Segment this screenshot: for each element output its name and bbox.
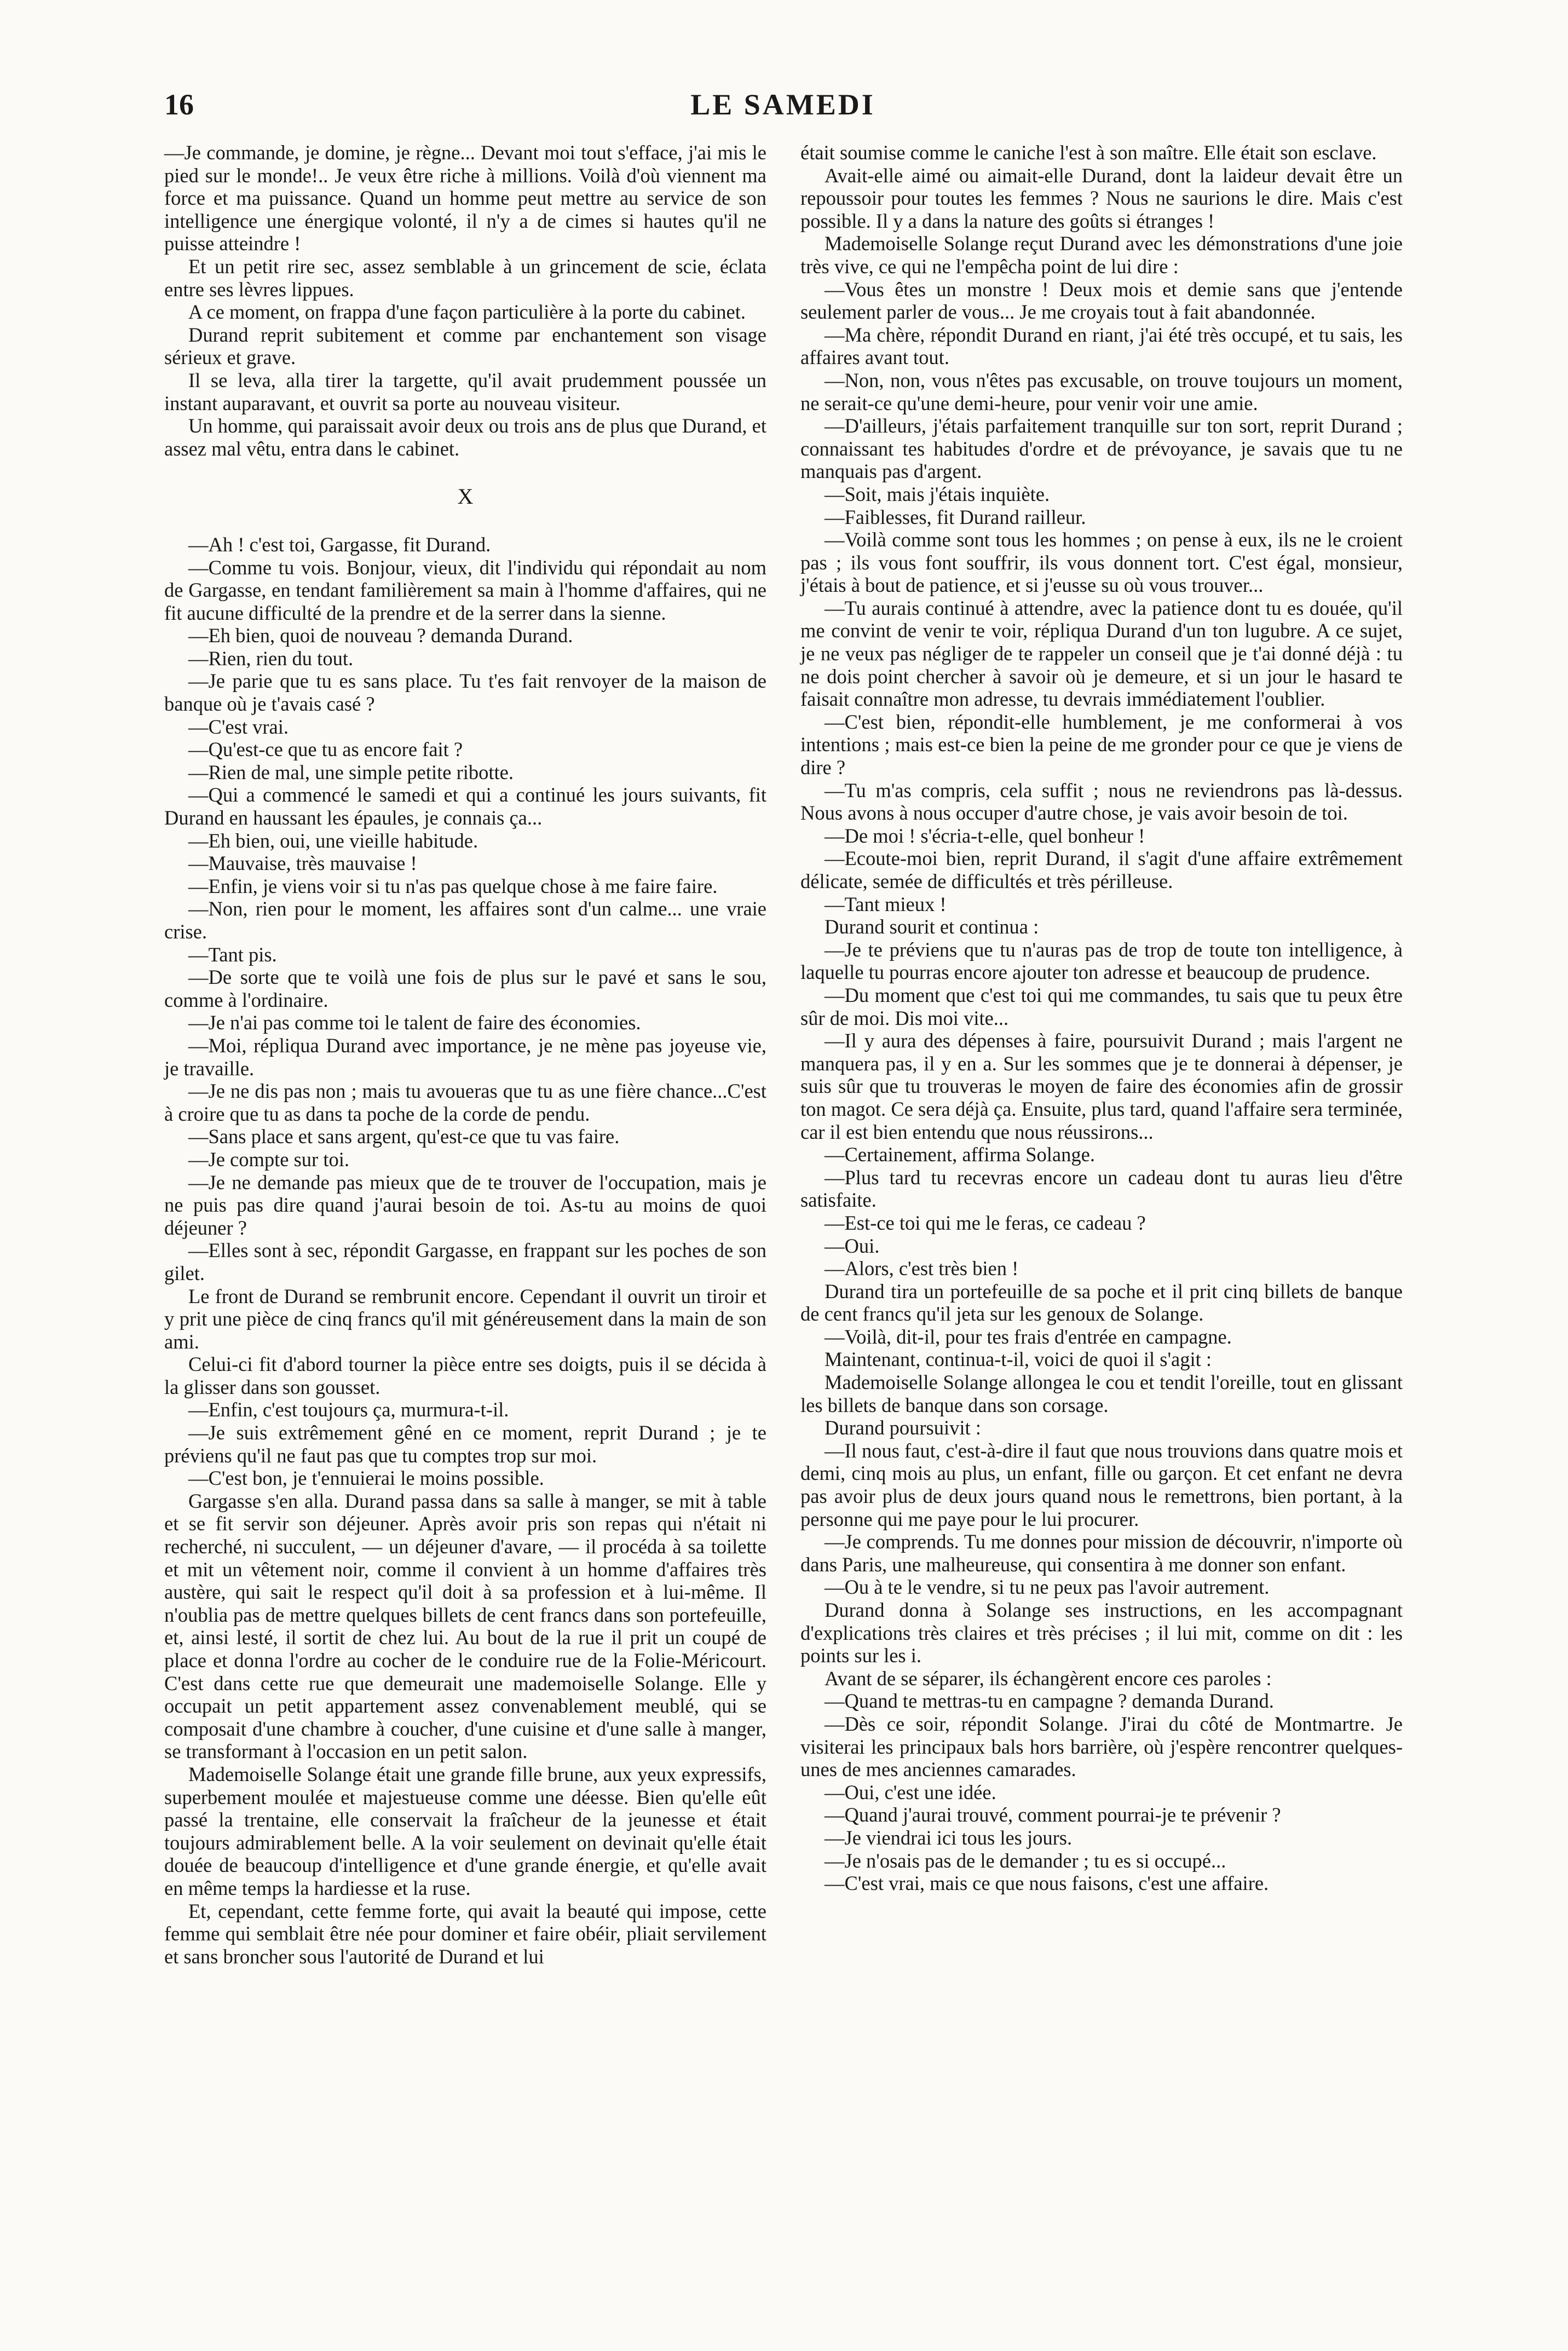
- paragraph: —Alors, c'est très bien !: [825, 1257, 1019, 1280]
- paragraph: Mademoiselle Solange allongea le cou et tendit l'oreille, tout en glissant les billets de banque dans son corsage.: [800, 1371, 1403, 1416]
- paragraph: Mademoiselle Solange reçut Durand avec les démonstrations d'une joie très vive, ce qui ne l'empêcha point de lui dire :: [800, 232, 1403, 278]
- paragraph: —Du moment que c'est toi qui me commandes, tu sais que tu peux être sûr de moi. Dis moi vite...: [800, 983, 1403, 1029]
- paragraph: Avait-elle aimé ou aimait-elle Durand, dont la laideur devait être un repoussoir pour toutes les femmes ? Nous ne saurions le dire. Mais c'est possible. Il y a dans la nature des goûts si étranges !: [800, 164, 1403, 232]
- paragraph: —Je suis extrêmement gêné en ce moment, reprit Durand ; je te préviens qu'il ne faut pas que tu comptes trop sur moi.: [164, 1421, 766, 1467]
- paragraph: —Enfin, je viens voir si tu n'as pas quelque chose à me faire faire.: [188, 874, 718, 897]
- paragraph: —Tant mieux !: [825, 892, 947, 915]
- paragraph: —De sorte que te voilà une fois de plus sur le pavé et sans le sou, comme à l'ordinaire.: [164, 966, 766, 1011]
- paragraph: —Je compte sur toi.: [188, 1148, 349, 1171]
- paragraph: —Tant pis.: [188, 943, 277, 966]
- paragraph: —Je commande, je domine, je règne... Devant moi tout s'efface, j'ai mis le pied sur le monde!.. Je veux être riche à millions. Voilà d'où viennent ma force et ma puissance. Quand un homme peut mettre au service de son intelligence une énergique volonté, il n'y a de cimes si hautes qu'il ne puisse atteindre !: [164, 141, 766, 255]
- paragraph: —Plus tard tu recevras encore un cadeau dont tu auras lieu d'être satisfaite.: [800, 1166, 1403, 1212]
- paragraph: —Mauvaise, très mauvaise !: [188, 852, 417, 875]
- paragraph: Et un petit rire sec, assez semblable à un grincement de scie, éclata entre ses lèvres lippues.: [164, 255, 766, 301]
- paragraph: —Tu aurais continué à attendre, avec la patience dont tu es douée, qu'il me convint de venir te voir, répliqua Durand d'un ton lugubre. A ce sujet, je ne veux pas négliger de te rappeler un conseil que je t'ai donné déjà : tu ne dois point chercher à savoir où je demeure, et si un jour le hasard te faisait connaître mon adresse, tu devrais immédiatement l'oublier.: [800, 596, 1403, 711]
- paragraph: était soumise comme le caniche l'est à son maître. Elle était son esclave.: [800, 141, 1377, 164]
- paragraph: —Je ne dis pas non ; mais tu avoueras que tu as une fière chance...C'est à croire que tu as dans ta poche de la corde de pendu.: [164, 1080, 766, 1125]
- paragraph: Il se leva, alla tirer la targette, qu'il avait prudemment poussée un instant auparavant, et ouvrit sa porte au nouveau visiteur.: [164, 368, 766, 414]
- paragraph: —D'ailleurs, j'étais parfaitement tranquille sur ton sort, reprit Durand ; connaissant tes habitudes d'ordre et de prévoyance, je savais que tu ne manquais pas d'argent.: [800, 414, 1403, 483]
- paragraph: —Sans place et sans argent, qu'est-ce que tu vas faire.: [188, 1125, 620, 1148]
- paragraph: —Je n'osais pas de le demander ; tu es si occupé...: [825, 1849, 1226, 1872]
- paragraph: —Voilà, dit-il, pour tes frais d'entrée en campagne.: [825, 1325, 1232, 1348]
- paragraph: —Soit, mais j'étais inquiète.: [825, 482, 1050, 505]
- paragraph: Un homme, qui paraissait avoir deux ou trois ans de plus que Durand, et assez mal vêtu, entra dans le cabinet.: [164, 414, 766, 460]
- paragraph: —Ma chère, répondit Durand en riant, j'ai été très occupé, et tu sais, les affaires avant tout.: [800, 323, 1403, 369]
- paragraph: —Eh bien, oui, une vieille habitude.: [188, 829, 479, 852]
- paragraph: —Certainement, affirma Solange.: [825, 1143, 1095, 1166]
- paragraph: —De moi ! s'écria-t-elle, quel bonheur !: [825, 824, 1145, 847]
- paragraph: —Je parie que tu es sans place. Tu t'es fait renvoyer de la maison de banque où je t'avais casé ?: [164, 670, 766, 716]
- paragraph: —Est-ce toi qui me le feras, ce cadeau ?: [825, 1211, 1146, 1234]
- paragraph: —Quand j'aurai trouvé, comment pourrai-je te prévenir ?: [825, 1803, 1281, 1826]
- paragraph: Durand sourit et continua :: [825, 915, 1039, 938]
- paragraph: —Je comprends. Tu me donnes pour mission de découvrir, n'importe où dans Paris, une malheureuse, qui consentira à me donner son enfant.: [800, 1530, 1403, 1576]
- paragraph: Durand reprit subitement et comme par enchantement son visage sérieux et grave.: [164, 323, 766, 369]
- paragraph: —Ah ! c'est toi, Gargasse, fit Durand.: [188, 533, 491, 556]
- chapter-heading: X: [457, 484, 474, 509]
- paragraph: —Rien de mal, une simple petite ribotte.: [188, 760, 514, 783]
- page-number: 16: [164, 88, 194, 121]
- paragraph: —Qui a commencé le samedi et qui a continué les jours suivants, fit Durand en haussant les épaules, je connais ça...: [164, 783, 766, 829]
- paragraph: —Rien, rien du tout.: [188, 647, 354, 670]
- paragraph: Celui-ci fit d'abord tourner la pièce entre ses doigts, puis il se décida à la glisser dans son gousset.: [164, 1353, 766, 1398]
- paragraph: Avant de se séparer, ils échangèrent encore ces paroles :: [825, 1667, 1272, 1690]
- paragraph: —C'est bien, répondit-elle humblement, je me conformerai à vos intentions ; mais est-ce bien la peine de me gronder pour ce que je viens de dire ?: [800, 710, 1403, 779]
- paragraph: —Ecoute-moi bien, reprit Durand, il s'agit d'une affaire extrêmement délicate, semée de difficultés et très périlleuse.: [800, 847, 1403, 892]
- paragraph: —C'est vrai, mais ce que nous faisons, c'est une affaire.: [825, 1872, 1269, 1895]
- paragraph: —Non, rien pour le moment, les affaires sont d'un calme... une vraie crise.: [164, 897, 766, 943]
- paragraph: —Enfin, c'est toujours ça, murmura-t-il.: [188, 1398, 509, 1421]
- paragraph: —Eh bien, quoi de nouveau ? demanda Durand.: [188, 624, 573, 647]
- paragraph: Gargasse s'en alla. Durand passa dans sa salle à manger, se mit à table et se fit servir son déjeuner. Après avoir pris son repas qui n'était ni recherché, ni succulent, — un déjeuner d'avare, — il procéda à sa toilette et mit un vêtement noir, comme il convient à un homme d'affaires très austère, qui sait le respect qu'il doit à sa profession et à lui-même. Il n'oublia pas de mettre quelques billets de cent francs dans son portefeuille, et, ainsi lesté, il sortit de chez lui. Au bout de la rue il prit un coupé de place et donna l'ordre au cocher de le conduire rue de la Folie-Méricourt. C'est dans cette rue que demeurait une mademoiselle Solange. Elle y occupait un petit appartement assez convenablement meublé, qui se composait d'une chambre à coucher, d'une cuisine et d'une salle à manger, se transformant à l'occasion en un petit salon.: [164, 1489, 766, 1763]
- paragraph: —C'est bon, je t'ennuierai le moins possible.: [188, 1467, 544, 1490]
- paragraph: —Voilà comme sont tous les hommes ; on pense à eux, ils ne le croient pas ; ils vous font souffrir, ils vous donnent tort. C'est égal, monsieur, j'étais à bout de patience, et si j'eusse su où vous trouver...: [800, 528, 1403, 597]
- paragraph: —Je ne demande pas mieux que de te trouver de l'occupation, mais je ne puis pas dire quand j'aurai besoin de toi. As-tu au moins de quoi déjeuner ?: [164, 1171, 766, 1239]
- page-header: [164, 88, 1402, 131]
- paragraph: —Vous êtes un monstre ! Deux mois et demie sans que j'entende seulement parler de vous... Je me croyais tout à fait abandonnée.: [800, 278, 1403, 324]
- paragraph: Le front de Durand se rembrunit encore. Cependant il ouvrit un tiroir et y prit une pièce de cinq francs qu'il mit généreusement dans la main de son ami.: [164, 1284, 766, 1353]
- paragraph: —Je n'ai pas comme toi le talent de faire des économies.: [188, 1011, 641, 1034]
- paragraph: —Dès ce soir, répondit Solange. J'irai du côté de Montmartre. Je visiterai les principaux bals hors barrière, où j'espère rencontrer quelques-unes de mes anciennes camarades.: [800, 1712, 1403, 1781]
- paragraph: —Je viendrai ici tous les jours.: [825, 1826, 1073, 1849]
- paragraph: —Il y aura des dépenses à faire, poursuivit Durand ; mais l'argent ne manquera pas, il y en a. Sur les sommes que je te donnerai à dépenser, je suis sûr que tu trouveras le moyen de faire des économies afin de grossir ton magot. Ce sera déjà ça. Ensuite, plus tard, quand l'affaire sera terminée, car il est bien entendu que nous réussirons...: [800, 1029, 1403, 1143]
- paragraph: —Moi, répliqua Durand avec importance, je ne mène pas joyeuse vie, je travaille.: [164, 1034, 766, 1080]
- paragraph: Et, cependant, cette femme forte, qui avait la beauté qui impose, cette femme qui semblait être née pour dominer et faire obéir, pliait servilement et sans broncher sous l'autorité de Durand et lui: [164, 1899, 766, 1968]
- paragraph: —Il nous faut, c'est-à-dire il faut que nous trouvions dans quatre mois et demi, cinq mois au plus, un enfant, fille ou garçon. Et cet enfant ne devra pas avoir plus de deux jours quand nous le remettrons, bien portant, à la personne qui me paye pour le lui procurer.: [800, 1439, 1403, 1530]
- paragraph: —Oui, c'est une idée.: [825, 1780, 996, 1803]
- left-column: [164, 141, 766, 1968]
- paragraph: —Comme tu vois. Bonjour, vieux, dit l'individu qui répondait au nom de Gargasse, en tendant familièrement sa main à l'homme d'affaires, qui ne fit aucune difficulté de la prendre et de la serrer dans la sienne.: [164, 556, 766, 624]
- paragraph: —Quand te mettras-tu en campagne ? demanda Durand.: [825, 1690, 1274, 1713]
- paragraph: —Ou à te le vendre, si tu ne peux pas l'avoir autrement.: [825, 1576, 1270, 1599]
- right-column: [800, 141, 1403, 1895]
- paragraph: Mademoiselle Solange était une grande fille brune, aux yeux expressifs, superbement moulée et majestueuse comme une déesse. Bien qu'elle eût passé la trentaine, elle conservait la fraîcheur de la jeunesse et était toujours admirablement belle. A la voir seulement on devinait qu'elle était douée de beaucoup d'intelligence et d'une grande énergie, et qu'elle avait en même temps la hardiesse et la ruse.: [164, 1762, 766, 1899]
- paragraph: —Je te préviens que tu n'auras pas de trop de toute ton intelligence, à laquelle tu pourras encore ajouter ton adresse et beaucoup de prudence.: [800, 938, 1403, 984]
- paragraph: —Oui.: [825, 1234, 880, 1257]
- paragraph: —Non, non, vous n'êtes pas excusable, on trouve toujours un moment, ne serait-ce qu'une demi-heure, pour venir voir une amie.: [800, 368, 1403, 414]
- paragraph: —C'est vrai.: [188, 715, 289, 738]
- paragraph: —Elles sont à sec, répondit Gargasse, en frappant sur les poches de son gilet.: [164, 1239, 766, 1284]
- paragraph: —Qu'est-ce que tu as encore fait ?: [188, 738, 463, 761]
- paragraph: —Tu m'as compris, cela suffit ; nous ne reviendrons pas là-dessus. Nous avons à nous occuper d'autre chose, je vais avoir besoin de toi.: [800, 779, 1403, 825]
- paragraph: —Faiblesses, fit Durand railleur.: [825, 505, 1086, 528]
- paragraph: Durand tira un portefeuille de sa poche et il prit cinq billets de banque de cent francs qu'il jeta sur les genoux de Solange.: [800, 1280, 1403, 1326]
- paragraph: Durand poursuivit :: [825, 1416, 981, 1439]
- journal-title: LE SAMEDI: [690, 88, 875, 121]
- paragraph: Maintenant, continua-t-il, voici de quoi il s'agit :: [825, 1348, 1212, 1371]
- paragraph: A ce moment, on frappa d'une façon particulière à la porte du cabinet.: [188, 301, 746, 324]
- paragraph: Durand donna à Solange ses instructions, en les accompagnant d'explications très claires et très précises ; il lui mit, comme on dit : les points sur les i.: [800, 1599, 1403, 1667]
